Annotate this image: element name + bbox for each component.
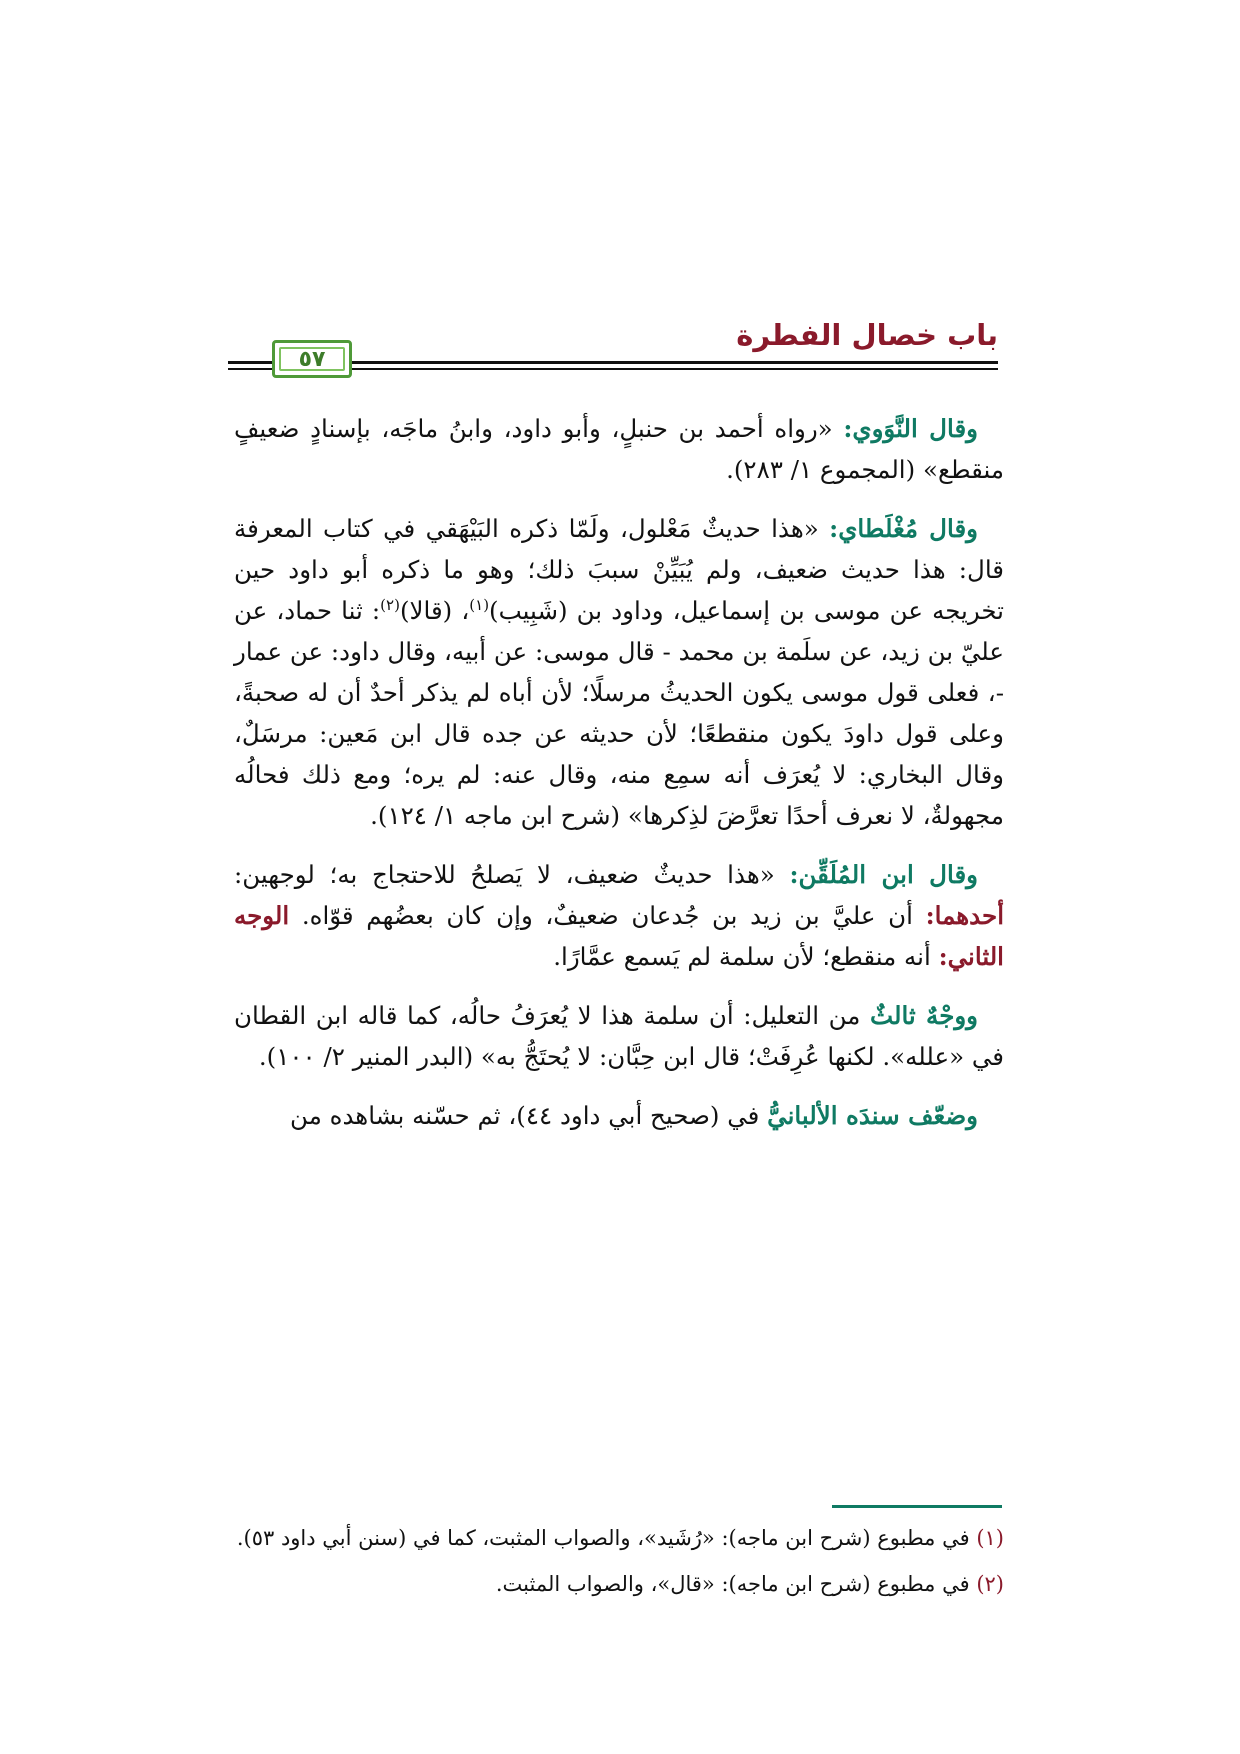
first-reason-label: أحدهما: (925, 901, 1004, 930)
third-reason-label: ووجْهٌ ثالثٌ (869, 1001, 978, 1030)
paragraph-text: «هذا حديثٌ ضعيف، لا يَصلحُ للاحتجاج به؛ لوجهين: (234, 860, 790, 889)
chapter-title: باب خصال الفطرة (736, 318, 998, 352)
paragraph-text: : ثنا حماد، عن عليّ بن زيد، عن سلَمة بن محمد - قال موسى: عن أبيه، وقال داود: عن عمار -، فعلى قول موسى يكون الحديثُ مرسلًا؛ لأن أباه لم يذكر أحدٌ أن له صحبةً، وعلى قول داودَ يكون منقطعًا؛ لأن حديثه عن جده قال ابن مَعين: مرسَلٌ، وقال البخاري: لا يُعرَف أنه سمِع منه، وقال عنه: لم يره؛ ومع ذلك فحالُه مجهولةٌ، لا نعرف أحدًا تعرَّضَ لذِكرها» (شرح ابن ماجه ١/ ١٢٤). (234, 596, 1004, 830)
footnotes (234, 1520, 1004, 1612)
paragraph-text: من التعليل: أن سلمة هذا لا يُعرَفُ حالُه، كما قاله ابن القطان في «علله». لكنها عُرِفَتْ؛ قال ابن حِبَّان: لا يُحتَجُّ به» (البدر المنير ٢/ ١٠٠). (234, 1001, 1004, 1071)
page-header (228, 318, 998, 378)
footnote-separator (832, 1505, 1002, 1508)
footnote-2 (234, 1566, 1004, 1602)
paragraph-text: أن عليَّ بن زيد بن جُدعان ضعيفٌ، وإن كان بعضُهم قوّاه. (289, 901, 926, 930)
paragraph-nawawi (234, 408, 1004, 490)
footnote-1 (234, 1520, 1004, 1556)
speaker-mughaltai: وقال مُغْلَطاي: (829, 514, 978, 543)
paragraph-mughaltai (234, 508, 1004, 836)
footnote-number: (١) (976, 1526, 1004, 1550)
page-number-badge (272, 340, 352, 378)
main-text (234, 408, 1004, 1154)
footnote-text: في مطبوع (شرح ابن ماجه): «رُشَيد»، والصواب المثبت، كما في (سنن أبي داود ٥٣). (236, 1526, 977, 1550)
footnote-text: في مطبوع (شرح ابن ماجه): «قال»، والصواب المثبت. (495, 1572, 977, 1596)
footnote-ref-2: (٢) (380, 595, 400, 614)
footnote-number: (٢) (976, 1572, 1004, 1596)
paragraph-text: أنه منقطع؛ لأن سلمة لم يَسمع عمَّارًا. (553, 942, 939, 971)
page-number: ٥٧ (298, 346, 326, 372)
paragraph-text: «رواه أحمد بن حنبلٍ، وأبو داود، وابنُ ماجَه، بإسنادٍ ضعيفٍ منقطع» (المجموع ١/ ٢٨٣). (234, 414, 1004, 484)
second-reason-label: الوجه الثاني: (234, 901, 1004, 971)
speaker-ibn-mulaqqin: وقال ابن المُلَقِّن: (789, 860, 978, 889)
paragraph-third-reason (234, 995, 1004, 1077)
speaker-nawawi: وقال النَّوَوي: (843, 414, 978, 443)
footnote-ref-1: (١) (469, 595, 490, 614)
paragraph-text: «هذا حديثٌ مَعْلول، ولَمّا ذكره البَيْهَقي في كتاب المعرفة قال: هذا حديث ضعيف، ولم يُبَيِّنْ سببَ ذلك؛ وهو ما ذكره أبو داود حين تخريجه عن موسى بن إسماعيل، وداود بن (شَبِيب) (234, 514, 1005, 625)
paragraph-text: ، (قالا) (399, 596, 470, 625)
paragraph-ibn-mulaqqin (234, 854, 1004, 977)
paragraph-text: في (صحيح أبي داود ٤٤)، ثم حسّنه بشاهده من (290, 1101, 768, 1130)
paragraph-albani (234, 1095, 1004, 1136)
speaker-albani: وضعّف سندَه الألبانيُّ (767, 1101, 978, 1130)
